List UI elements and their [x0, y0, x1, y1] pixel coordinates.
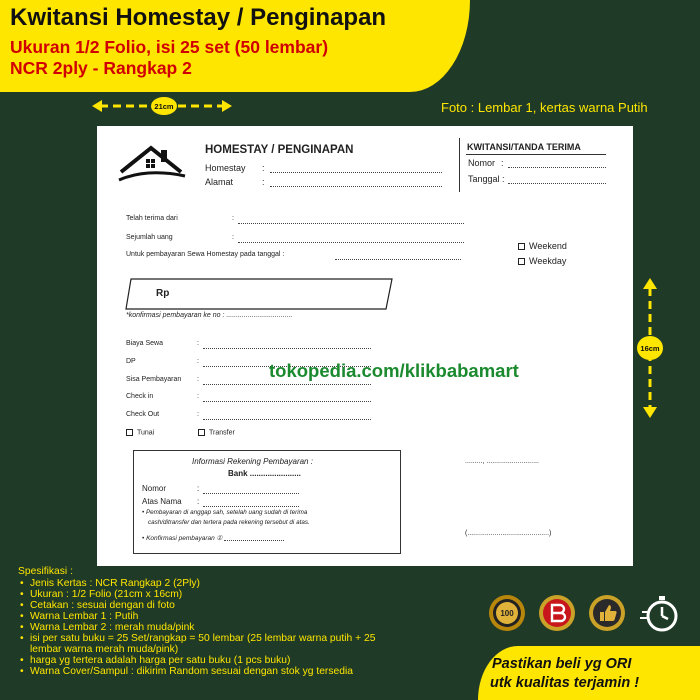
check-in-label: Check in [126, 393, 154, 400]
store-watermark: tokopedia.com/klikbabamart [269, 360, 519, 381]
weekday-option [518, 256, 566, 266]
sejumlah-colon: : [232, 234, 234, 241]
rp-label: Rp [156, 288, 170, 299]
tunai-checkbox [126, 429, 133, 436]
weekday-checkbox [518, 258, 525, 265]
sisa-colon: : [197, 376, 199, 383]
ply-info: NCR 2ply - Rangkap 2 [10, 58, 192, 78]
brand-b-badge [538, 594, 576, 632]
biaya-sewa-colon: : [197, 340, 199, 347]
bank-label: Bank ....................... [228, 469, 301, 478]
pembayaran-line [335, 253, 461, 260]
info-note-2-text: Konfirmasi pembayaran [146, 535, 215, 542]
bank-info-box [133, 450, 401, 554]
pembayaran-label: Untuk pembayaran Sewa Homestay pada tanggal : [126, 251, 285, 258]
terima-colon: : [232, 215, 234, 222]
spec-item: • isi per satu buku = 25 Set/rangkap = 50 lembar (25 lembar warna putih + 25 lembar warna merah muda/pink) [18, 633, 378, 655]
cta-line-2: utk kualitas terjamin ! [490, 675, 640, 691]
specs-heading: Spesifikasi : [18, 566, 73, 577]
header-divider [459, 138, 460, 192]
info-note-2-line [224, 534, 284, 541]
house-roof-icon [117, 142, 187, 182]
nomor-line [508, 161, 606, 168]
page-title: Kwitansi Homestay / Penginapan [10, 4, 387, 31]
biaya-sewa-line [203, 342, 371, 349]
cta-line-1: Pastikan beli yg ORI [492, 656, 632, 672]
signature-date: ........., ........................... [465, 458, 539, 465]
spec-item: • Cetakan : sesuai dengan di foto [18, 600, 378, 611]
header-banner [0, 0, 470, 92]
specifications [18, 566, 378, 677]
info-title: Informasi Rekening Pembayaran : [192, 457, 313, 466]
check-in-line [203, 395, 371, 402]
tanggal-line [508, 177, 606, 184]
nomor-colon: : [501, 158, 504, 168]
dp-colon: : [197, 358, 199, 365]
nomor-label: Nomor [468, 158, 496, 168]
tanggal-label: Tanggal : [468, 174, 505, 184]
dp-label: DP [126, 358, 136, 365]
transfer-checkbox [198, 429, 205, 436]
info-nomor-colon: : [197, 484, 200, 493]
sejumlah-line [238, 236, 464, 243]
stopwatch-icon [640, 592, 682, 634]
info-note-1a: • Pembayaran di anggap sah, setelah uang sudah di terima [142, 509, 308, 516]
signature-name: (..........................................) [465, 530, 552, 537]
terima-line [238, 217, 464, 224]
info-note-1b: cash/ditransfer dan tertera pada rekening tersebut di atas. [148, 519, 310, 526]
alamat-label: Alamat [205, 177, 234, 187]
check-out-colon: : [197, 411, 199, 418]
check-out-line [203, 413, 371, 420]
sisa-label: Sisa Pembayaran [126, 376, 182, 383]
alamat-line [270, 180, 442, 187]
spec-item: • Ukuran : 1/2 Folio (21cm x 16cm) [18, 589, 378, 600]
receipt-kwitansi-title: KWITANSI/TANDA TERIMA [467, 142, 581, 152]
info-nomor-line [203, 487, 299, 494]
tunai-option [126, 429, 154, 436]
spec-item: • Warna Lembar 2 : merah muda/pink [18, 622, 378, 633]
transfer-option [198, 429, 235, 436]
info-note-2: • Konfirmasi pembayaran ① [142, 533, 284, 542]
height-label: 16cm [637, 336, 663, 360]
receipt-sheet [97, 126, 633, 566]
guarantee-text: 100 [500, 609, 514, 618]
sejumlah-label: Sejumlah uang [126, 234, 173, 241]
info-note-1a-text: Pembayaran di anggap sah, setelah uang sudah di terima [145, 509, 308, 516]
terima-label: Telah terima dari [126, 215, 178, 222]
info-atas-nama-colon: : [197, 497, 200, 506]
thumbs-up-badge [588, 594, 626, 632]
spec-item: • Jenis Kertas : NCR Rangkap 2 (2Ply) [18, 578, 378, 589]
weekday-label: Weekday [529, 256, 567, 266]
weekend-option [518, 241, 567, 251]
specs-list [18, 578, 378, 677]
homestay-label: Homestay [205, 163, 246, 173]
receipt-business-title: HOMESTAY / PENGINAPAN [205, 144, 354, 156]
konfirmasi-note: *konfirmasi pembayaran ke no : .................................. [126, 312, 293, 319]
info-nomor-label: Nomor [142, 484, 167, 493]
info-atas-nama-label: Atas Nama [142, 497, 182, 506]
size-info: Ukuran 1/2 Folio, isi 25 set (50 lembar) [10, 37, 329, 57]
spec-item: • harga yg tertera adalah harga per satu buku (1 pcs buku) [18, 655, 378, 666]
spec-item: • Warna Cover/Sampul : dikirim Random sesuai dengan stok yg tersedia [18, 666, 378, 677]
width-label: 21cm [151, 97, 177, 115]
guarantee-100-badge [488, 594, 526, 632]
alamat-colon: : [262, 177, 265, 187]
biaya-sewa-label: Biaya Sewa [126, 340, 163, 347]
homestay-colon: : [262, 163, 265, 173]
cta-banner [478, 646, 700, 700]
photo-note: Foto : Lembar 1, kertas warna Putih [441, 100, 648, 115]
weekend-label: Weekend [529, 241, 567, 251]
info-atas-nama-line [203, 500, 299, 507]
weekend-checkbox [518, 243, 525, 250]
kwitansi-underline [466, 154, 606, 155]
check-out-label: Check Out [126, 411, 160, 418]
spec-item: • Warna Lembar 1 : Putih [18, 611, 378, 622]
check-in-colon: : [197, 393, 199, 400]
transfer-label: Transfer [209, 429, 235, 437]
tunai-label: Tunai [137, 429, 155, 437]
homestay-line [270, 166, 442, 173]
